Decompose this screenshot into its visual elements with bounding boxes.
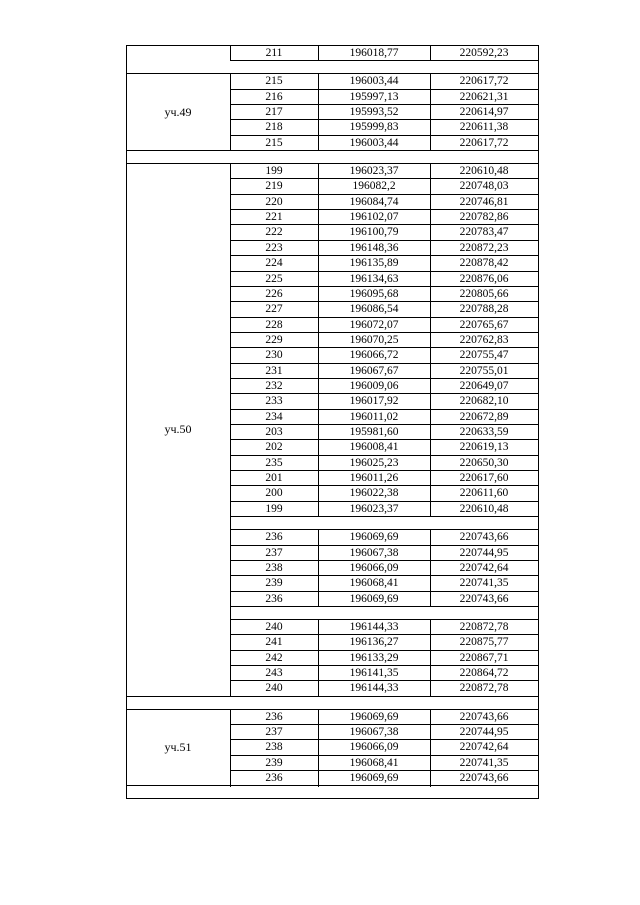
coord-y: 220872,78 bbox=[459, 621, 509, 633]
coord-y: 220878,42 bbox=[459, 257, 509, 269]
table-vrule bbox=[430, 73, 431, 151]
coord-y: 220867,71 bbox=[459, 652, 509, 664]
table-vrule bbox=[538, 60, 539, 74]
table-vrule bbox=[318, 619, 319, 697]
table-vrule bbox=[318, 73, 319, 151]
point-number: 201 bbox=[265, 472, 283, 484]
coord-x: 196066,72 bbox=[349, 349, 399, 361]
coord-y: 220610,48 bbox=[459, 503, 509, 515]
point-number: 233 bbox=[265, 395, 283, 407]
point-number: 240 bbox=[265, 621, 283, 633]
table-vrule bbox=[230, 45, 231, 61]
point-number: 231 bbox=[265, 365, 283, 377]
point-number: 236 bbox=[265, 772, 283, 784]
table-hrule bbox=[126, 785, 231, 786]
point-number: 237 bbox=[265, 726, 283, 738]
coord-y: 220743,66 bbox=[459, 772, 509, 784]
section-label: уч.51 bbox=[164, 740, 192, 754]
table-hrule bbox=[126, 696, 231, 697]
coord-x: 195993,52 bbox=[349, 106, 399, 118]
coord-x: 196069,69 bbox=[349, 711, 399, 723]
point-number: 230 bbox=[265, 349, 283, 361]
point-number: 217 bbox=[265, 106, 283, 118]
table-vrule bbox=[538, 150, 539, 164]
point-number: 227 bbox=[265, 303, 283, 315]
coord-x: 196009,06 bbox=[349, 380, 399, 392]
point-number: 218 bbox=[265, 121, 283, 133]
point-number: 241 bbox=[265, 636, 283, 648]
coord-x: 196135,89 bbox=[349, 257, 399, 269]
coord-x: 196067,38 bbox=[349, 547, 399, 559]
coord-y: 220610,48 bbox=[459, 165, 509, 177]
point-number: 232 bbox=[265, 380, 283, 392]
coord-y: 220788,28 bbox=[459, 303, 509, 315]
section-label: уч.50 bbox=[164, 422, 192, 436]
coord-x: 196095,68 bbox=[349, 288, 399, 300]
coord-x: 196100,79 bbox=[349, 226, 399, 238]
table-vrule bbox=[126, 785, 127, 799]
coord-x: 196136,27 bbox=[349, 636, 399, 648]
point-number: 225 bbox=[265, 273, 283, 285]
coord-y: 220650,30 bbox=[459, 457, 509, 469]
coord-y: 220782,86 bbox=[459, 211, 509, 223]
point-number: 229 bbox=[265, 334, 283, 346]
coord-y: 220649,07 bbox=[459, 380, 509, 392]
coord-y: 220611,38 bbox=[459, 121, 509, 133]
coord-x: 195981,60 bbox=[349, 426, 399, 438]
table-vrule bbox=[230, 709, 231, 787]
coord-x: 196023,37 bbox=[349, 165, 399, 177]
coord-x: 196066,09 bbox=[349, 562, 399, 574]
point-number: 235 bbox=[265, 457, 283, 469]
point-number: 243 bbox=[265, 667, 283, 679]
coord-y: 220875,77 bbox=[459, 636, 509, 648]
table-vrule bbox=[538, 163, 539, 697]
point-number: 242 bbox=[265, 652, 283, 664]
coord-x: 196067,38 bbox=[349, 726, 399, 738]
table-vrule bbox=[430, 163, 431, 517]
table-vrule bbox=[318, 163, 319, 517]
point-number: 236 bbox=[265, 593, 283, 605]
coord-y: 220783,47 bbox=[459, 226, 509, 238]
point-number: 240 bbox=[265, 682, 283, 694]
coord-y: 220765,67 bbox=[459, 319, 509, 331]
coord-y: 220742,64 bbox=[459, 741, 509, 753]
table-hrule bbox=[126, 798, 539, 799]
point-number: 199 bbox=[265, 503, 283, 515]
table-vrule bbox=[538, 785, 539, 799]
point-number: 236 bbox=[265, 531, 283, 543]
table-hrule bbox=[230, 516, 539, 517]
coord-x: 196025,23 bbox=[349, 457, 399, 469]
table-hrule bbox=[126, 150, 231, 151]
table-vrule bbox=[126, 60, 127, 74]
coord-y: 220672,89 bbox=[459, 411, 509, 423]
point-number: 211 bbox=[265, 47, 283, 59]
section-label: уч.49 bbox=[164, 105, 192, 119]
coord-y: 220741,35 bbox=[459, 757, 509, 769]
point-number: 215 bbox=[265, 75, 283, 87]
coord-y: 220743,66 bbox=[459, 593, 509, 605]
table-vrule bbox=[430, 45, 431, 61]
point-number: 228 bbox=[265, 319, 283, 331]
table-vrule bbox=[538, 73, 539, 151]
point-number: 215 bbox=[265, 137, 283, 149]
table-hrule bbox=[230, 606, 539, 607]
coord-x: 196003,44 bbox=[349, 137, 399, 149]
coord-x: 196003,44 bbox=[349, 75, 399, 87]
table-vrule bbox=[430, 529, 431, 607]
point-number: 226 bbox=[265, 288, 283, 300]
point-number: 202 bbox=[265, 441, 283, 453]
coord-x: 196067,67 bbox=[349, 365, 399, 377]
coord-y: 220621,31 bbox=[459, 91, 509, 103]
point-number: 223 bbox=[265, 242, 283, 254]
coord-x: 196086,54 bbox=[349, 303, 399, 315]
coord-x: 195999,83 bbox=[349, 121, 399, 133]
coord-x: 195997,13 bbox=[349, 91, 399, 103]
coord-y: 220611,60 bbox=[459, 487, 509, 499]
table-vrule bbox=[318, 45, 319, 61]
point-number: 219 bbox=[265, 180, 283, 192]
coord-x: 196023,37 bbox=[349, 503, 399, 515]
coord-y: 220744,95 bbox=[459, 547, 509, 559]
point-number: 236 bbox=[265, 711, 283, 723]
coord-y: 220741,35 bbox=[459, 577, 509, 589]
coord-y: 220742,64 bbox=[459, 562, 509, 574]
point-number: 239 bbox=[265, 577, 283, 589]
table-vrule bbox=[430, 619, 431, 697]
table-vrule bbox=[538, 709, 539, 787]
coord-y: 220762,83 bbox=[459, 334, 509, 346]
point-number: 238 bbox=[265, 741, 283, 753]
coord-y: 220682,10 bbox=[459, 395, 509, 407]
coord-x: 196134,63 bbox=[349, 273, 399, 285]
coord-x: 196102,07 bbox=[349, 211, 399, 223]
coord-y: 220755,01 bbox=[459, 365, 509, 377]
coord-x: 196066,09 bbox=[349, 741, 399, 753]
coord-y: 220876,06 bbox=[459, 273, 509, 285]
coord-y: 220619,13 bbox=[459, 441, 509, 453]
coord-y: 220617,60 bbox=[459, 472, 509, 484]
coord-x: 196141,35 bbox=[349, 667, 399, 679]
coord-y: 220633,59 bbox=[459, 426, 509, 438]
coord-y: 220755,47 bbox=[459, 349, 509, 361]
coord-x: 196022,38 bbox=[349, 487, 399, 499]
coord-x: 196008,41 bbox=[349, 441, 399, 453]
coord-x: 196084,74 bbox=[349, 196, 399, 208]
coord-x: 196017,92 bbox=[349, 395, 399, 407]
coord-x: 196011,02 bbox=[349, 411, 399, 423]
coord-y: 220614,97 bbox=[459, 106, 509, 118]
point-number: 200 bbox=[265, 487, 283, 499]
point-number: 238 bbox=[265, 562, 283, 574]
coord-x: 196072,07 bbox=[349, 319, 399, 331]
point-number: 199 bbox=[265, 165, 283, 177]
table-vrule bbox=[538, 696, 539, 710]
point-number: 224 bbox=[265, 257, 283, 269]
coord-x: 196069,69 bbox=[349, 772, 399, 784]
coord-y: 220744,95 bbox=[459, 726, 509, 738]
coord-y: 220748,03 bbox=[459, 180, 509, 192]
coord-x: 196069,69 bbox=[349, 531, 399, 543]
coord-x: 196144,33 bbox=[349, 621, 399, 633]
table-vrule bbox=[126, 696, 127, 710]
point-number: 239 bbox=[265, 757, 283, 769]
point-number: 234 bbox=[265, 411, 283, 423]
coord-y: 220743,66 bbox=[459, 711, 509, 723]
table-vrule bbox=[230, 163, 231, 697]
coord-x: 196011,26 bbox=[349, 472, 399, 484]
point-number: 203 bbox=[265, 426, 283, 438]
coord-x: 196068,41 bbox=[349, 757, 399, 769]
point-number: 216 bbox=[265, 91, 283, 103]
point-number: 237 bbox=[265, 547, 283, 559]
table-hrule bbox=[230, 150, 539, 151]
coord-x: 196144,33 bbox=[349, 682, 399, 694]
coord-y: 220617,72 bbox=[459, 137, 509, 149]
table-hrule bbox=[230, 785, 539, 786]
table-vrule bbox=[126, 45, 127, 61]
coord-y: 220864,72 bbox=[459, 667, 509, 679]
table-hrule bbox=[230, 60, 539, 61]
coord-y: 220617,72 bbox=[459, 75, 509, 87]
coord-y: 220746,81 bbox=[459, 196, 509, 208]
point-number: 222 bbox=[265, 226, 283, 238]
coord-x: 196018,77 bbox=[349, 47, 399, 59]
coord-x: 196069,69 bbox=[349, 593, 399, 605]
table-hrule bbox=[230, 696, 539, 697]
point-number: 220 bbox=[265, 196, 283, 208]
coord-x: 196070,25 bbox=[349, 334, 399, 346]
coord-x: 196068,41 bbox=[349, 577, 399, 589]
coord-y: 220872,78 bbox=[459, 682, 509, 694]
table-vrule bbox=[318, 709, 319, 787]
table-vrule bbox=[430, 709, 431, 787]
table-vrule bbox=[538, 45, 539, 61]
coord-y: 220743,66 bbox=[459, 531, 509, 543]
coord-x: 196148,36 bbox=[349, 242, 399, 254]
coord-x: 196133,29 bbox=[349, 652, 399, 664]
coord-y: 220592,23 bbox=[459, 47, 509, 59]
table-vrule bbox=[126, 150, 127, 164]
coord-x: 196082,2 bbox=[352, 180, 396, 192]
table-vrule bbox=[230, 73, 231, 151]
table-vrule bbox=[318, 529, 319, 607]
point-number: 221 bbox=[265, 211, 283, 223]
coord-y: 220805,66 bbox=[459, 288, 509, 300]
coord-y: 220872,23 bbox=[459, 242, 509, 254]
